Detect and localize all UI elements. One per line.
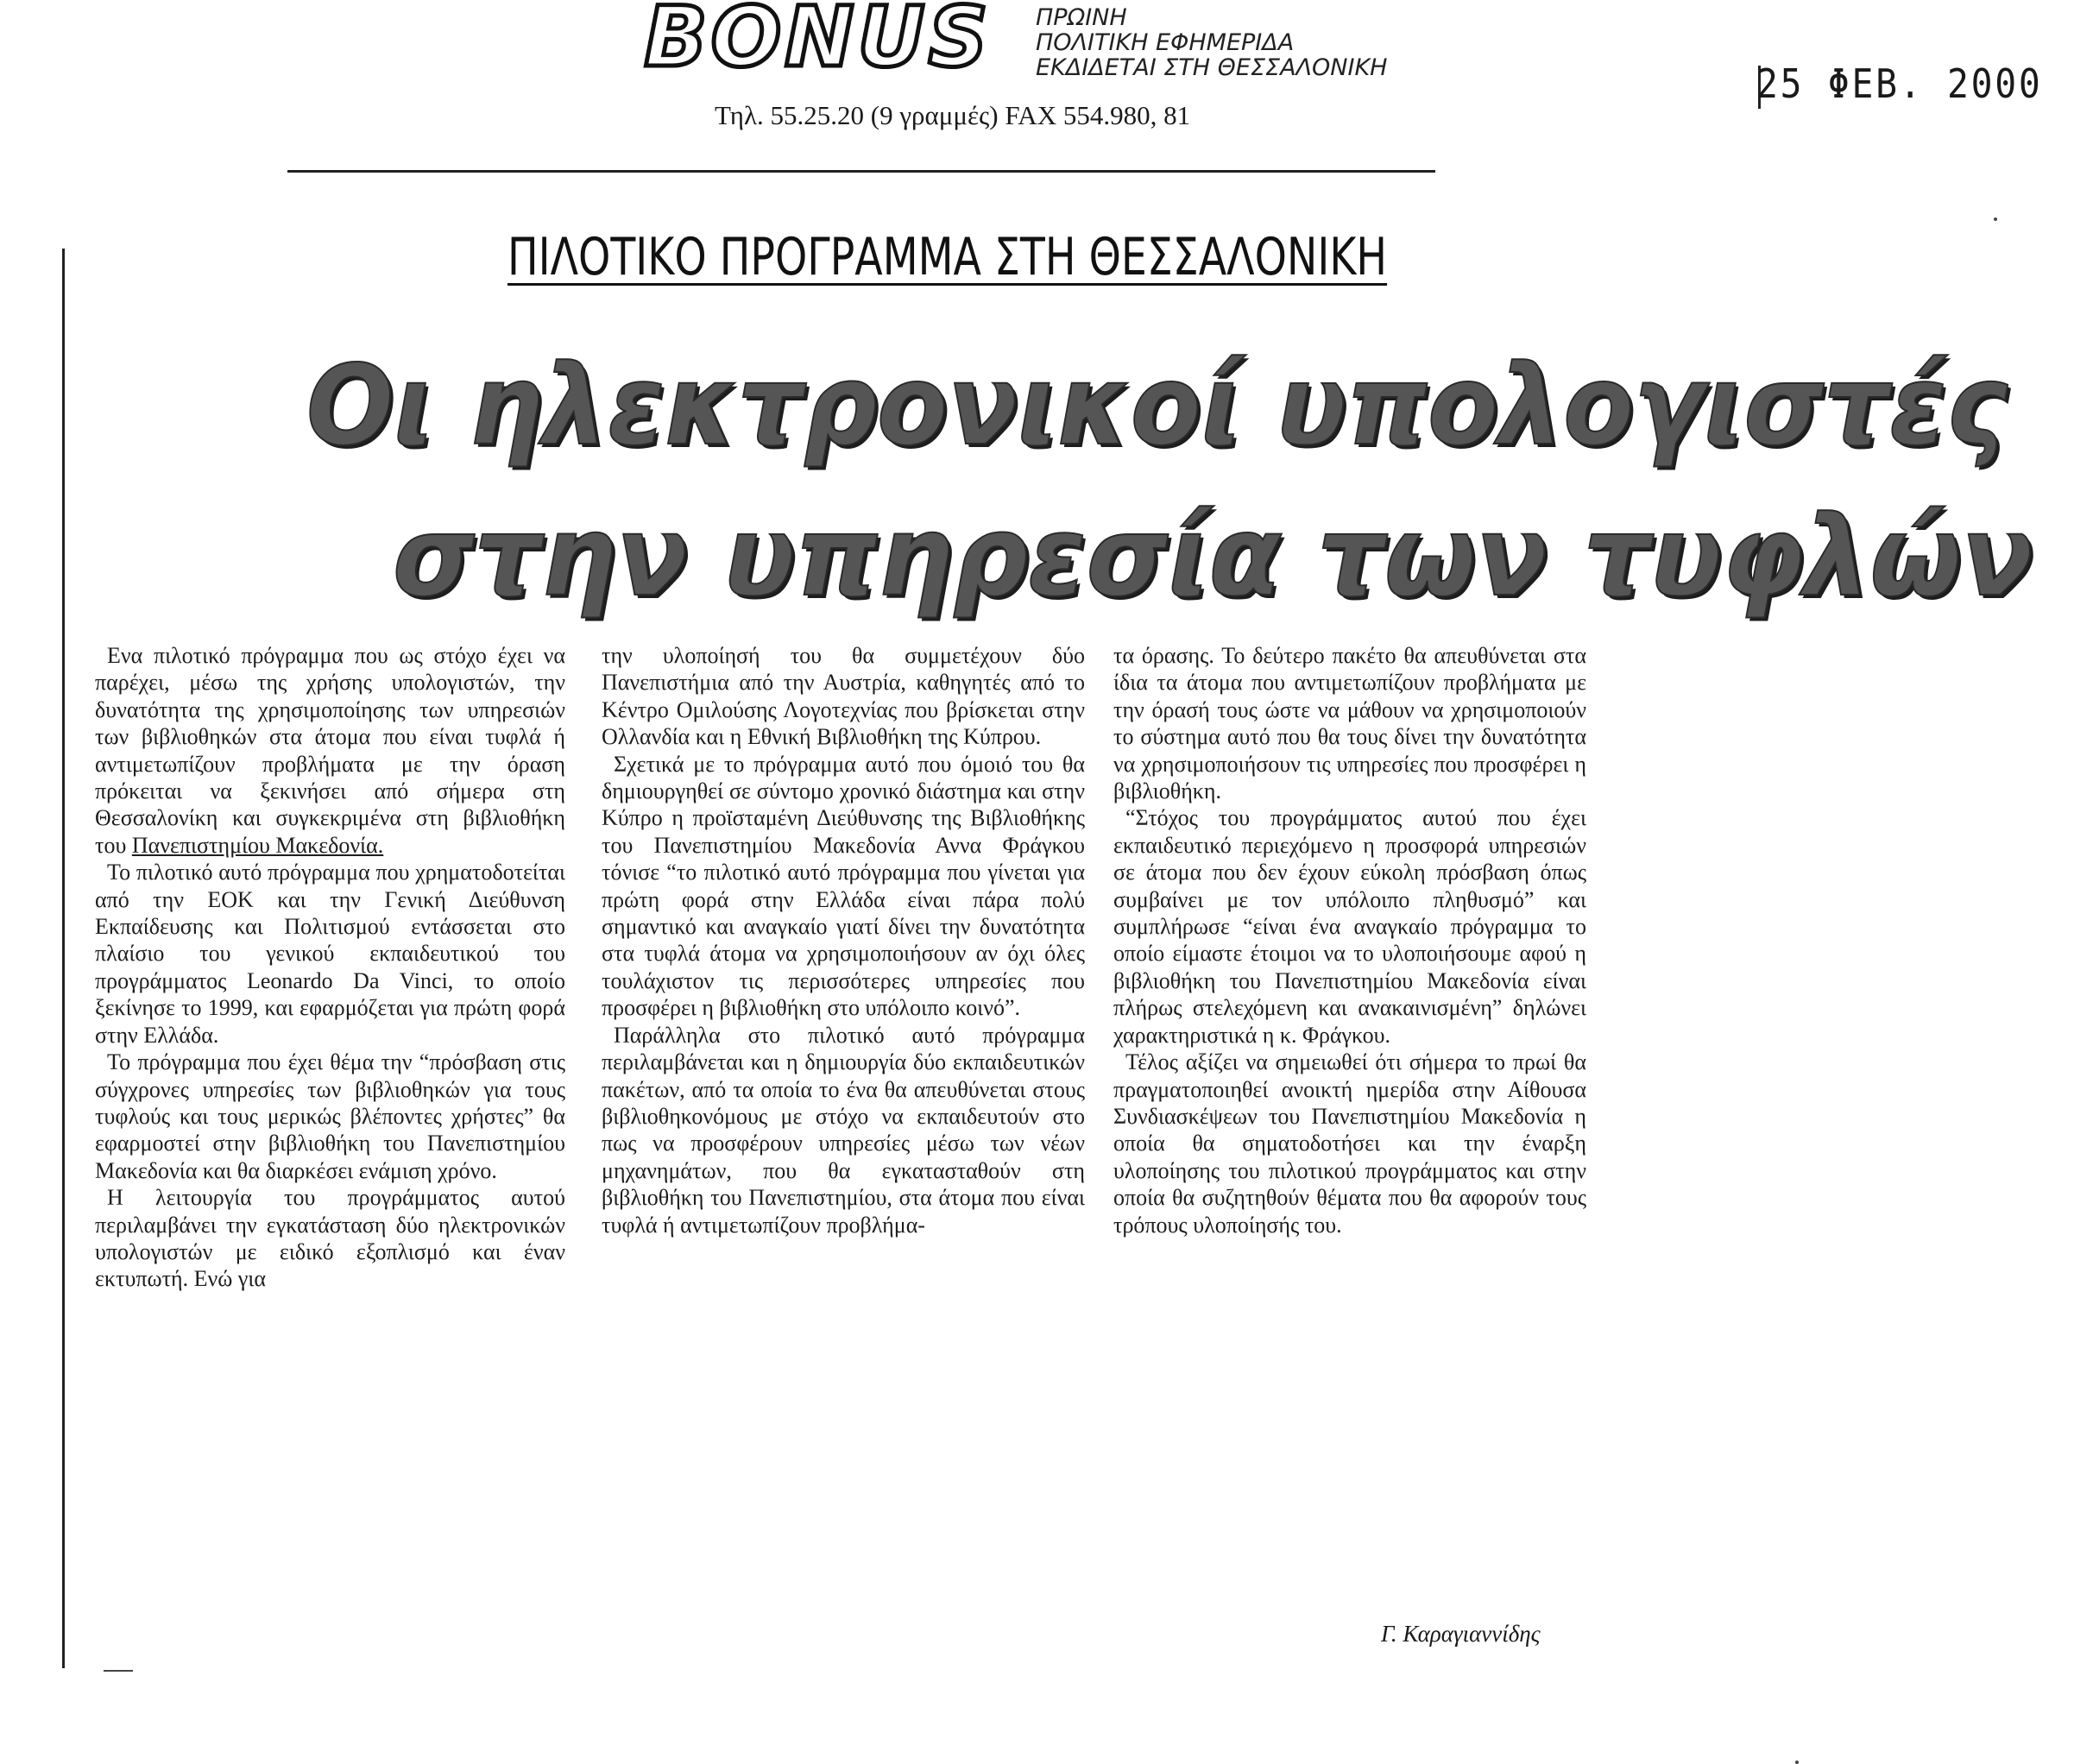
tagline-line: ΠΟΛΙΤΙΚΗ ΕΦΗΜΕΡΙΔΑ <box>1036 29 1295 56</box>
article-paragraph <box>602 751 1085 1022</box>
column-end-dash <box>104 1670 133 1672</box>
contact-line: Τηλ. 55.25.20 (9 γραμμές) FAX 554.980, 81 <box>715 100 1191 130</box>
paragraph-text: τα όρασης. Το δεύτερο πακέτο θα απευθύνεται στα ίδια τα άτομα που αντιμετωπίζουν προβλήματα με την όρασή τους ώστε να μάθουν να χρησιμοποιούν το σύστημα αυτό που θα τους δίνει την δυνατότητα να χρησιμοποιήσουν τις υπηρεσίες που προσφέρει η βιβλιοθήκη. <box>1113 643 1586 804</box>
headline-line-2: στην υπηρεσία των τυφλών <box>393 493 2033 621</box>
paragraph-text: Τέλος αξίζει να σημειωθεί ότι σήμερα το πρωί θα πραγματοποιηθεί ανοικτή ημερίδα στην Αίθουσα Συνδιασκέψεων του Πανεπιστημίου Μακεδονία η οποία θα σηματοδοτήσει και την έναρξη υλοποίησης του πιλοτικού προγράμματος και στην οποία θα συζητηθούν θέματα που θα αφορούν τους τρόπους υλοποίησής του. <box>1113 1049 1586 1238</box>
tagline-line: ΕΚΔΙΔΕΤΑΙ ΣΤΗ ΘΕΣΣΑΛΟΝΙΚΗ <box>1036 54 1388 81</box>
paragraph-text: Παράλληλα στο πιλοτικό αυτό πρόγραμμα περιλαμβάνεται και η δημιουργία δύο εκπαιδευτικών πακέτων, από τα οποία το ένα θα απευθύνεται στους βιβλιοθηκονόμους με στόχο να εκπαιδευτούν στο πως να προσφέρουν υπηρεσίες μέσω των νέων μηχανημάτων, που θα εγκατασταθούν στη βιβλιοθήκη του Πανεπιστημίου, στα άτομα που είναι τυφλά ή αντιμετωπίζουν προβλήμα- <box>602 1022 1085 1238</box>
masthead-divider <box>287 170 1435 173</box>
article-column-3 <box>1113 642 1586 1238</box>
article-paragraph <box>602 642 1085 751</box>
tagline-line: ΠΡΩΙΝΗ <box>1036 4 1127 31</box>
paragraph-text: Σχετικά με το πρόγραμμα αυτό που όμοιό του θα δημιουργηθεί σε σύντομο χρονικό διάστημα και στην Κύπρο η προϊσταμένη Διεύθυνσης της Βιβλιοθήκης του Πανεπιστημίου Μακεδονία Αννα Φράγκου τόνισε “το πιλοτικό αυτό πρόγραμμα που γίνεται για πρώτη φορά στην Ελλάδα είναι πάρα πολύ σημαντικό και αναγκαίο γιατί δίνει την δυνατότητα στα τυφλά άτομα να χρησιμοποιήσουν αν όχι όλες τουλάχιστον τις περισσότερες υπηρεσίες που προσφέρει η βιβλιοθήκη στο υπόλοιπο κοινό”. <box>602 751 1085 1021</box>
newspaper-logo: BONUS <box>634 0 1001 74</box>
paragraph-text: Η λειτουργία του προγράμματος αυτού περιλαμβάνει την εγκατάσταση δύο ηλεκτρονικών υπολογιστών με ειδικό εξοπλισμό και έναν εκτυπωτή. Ενώ για <box>95 1185 565 1292</box>
article-paragraph <box>1113 1049 1586 1238</box>
article-paragraph <box>95 1184 565 1293</box>
article-paragraph <box>95 1049 565 1184</box>
clipping-edge-line <box>62 249 65 1668</box>
underlined-text: Πανεπιστημίου Μακεδονία. <box>131 832 384 858</box>
article-paragraph <box>1113 642 1586 804</box>
date-stamp: 25 ΦΕΒ. 2000 <box>1756 60 2043 107</box>
article-kicker: ΠΙΛΟΤΙΚΟ ΠΡΟΓΡΑΜΜΑ ΣΤΗ ΘΕΣΣΑΛΟΝΙΚΗ <box>507 227 1388 287</box>
paragraph-text: Το πιλοτικό αυτό πρόγραμμα που χρηματοδοτείται από την ΕΟΚ και την Γενική Διεύθυνση Εκπαίδευσης και Πολιτισμού εντάσσεται στο πλαίσιο του γενικού εκπαιδευτικού του προγράμματος Leonardo Da Vinci, το οποίο ξεκίνησε το 1999, και εφαρμόζεται για πρώτη φορά στην Ελλάδα. <box>95 860 565 1048</box>
scan-speck <box>1994 217 1997 221</box>
author-byline: Γ. Καραγιαννίδης <box>1381 1621 1541 1647</box>
headline-line-1: Οι ηλεκτρονικοί υπολογιστές <box>306 342 2008 470</box>
article-paragraph <box>95 642 565 859</box>
paragraph-text: Ενα πιλοτικό πρόγραμμα που ως στόχο έχει να παρέχει, μέσω της χρήσης υπολογιστών, την δυνατότητα της χρησιμοποίησης των υπηρεσιών των βιβλιοθηκών στα άτομα που είναι τυφλά ή αντιμετωπίζουν προβλήματα με την όραση πρόκειται να ξεκινήσει από σήμερα στη Θεσσαλονίκη και συγκεκριμένα στη βιβλιοθήκη του <box>95 643 565 858</box>
masthead-tagline <box>1036 5 1387 80</box>
paragraph-text: “Στόχος του προγράμματος αυτού που έχει εκπαιδευτικό περιεχόμενο η προσφορά υπηρεσιών σε άτομα που δεν έχουν εύκολη πρόσβαση όπως συμβαίνει με τον υπόλοιπο πληθυσμό” και συμπλήρωσε “είναι ένα αναγκαίο πρόγραμμα το οποίο είμαστε έτοιμοι να το υλοποιήσουμε αφού η βιβλιοθήκη του Πανεπιστημίου Μακεδονία είναι πλήρως στελεχόμενη και ανακαινισμένη” δηλώνει χαρακτηριστικά η κ. Φράγκου. <box>1113 805 1586 1048</box>
paragraph-text: Το πρόγραμμα που έχει θέμα την “πρόσβαση στις σύγχρονες υπηρεσίες των βιβλιοθηκών για τους τυφλούς και τους μερικώς βλέποντες χρήστες” θα εφαρμοστεί στην βιβλιοθήκη του Πανεπιστημίου Μακεδονία και θα διαρκέσει ενάμιση χρόνο. <box>95 1049 565 1183</box>
article-paragraph <box>602 1022 1085 1238</box>
article-paragraph <box>1113 804 1586 1049</box>
scan-speck <box>1795 1761 1799 1764</box>
paragraph-text: την υλοποίησή του θα συμμετέχουν δύο Πανεπιστήμια από την Αυστρία, καθηγητές από το Κέντρο Ομιλούσης Λογοτεχνίας που βρίσκεται στην Ολλανδία και η Εθνική Βιβλιοθήκη της Κύπρου. <box>602 643 1085 750</box>
article-column-1 <box>95 642 565 1293</box>
article-paragraph <box>95 859 565 1049</box>
article-column-2 <box>602 642 1085 1238</box>
